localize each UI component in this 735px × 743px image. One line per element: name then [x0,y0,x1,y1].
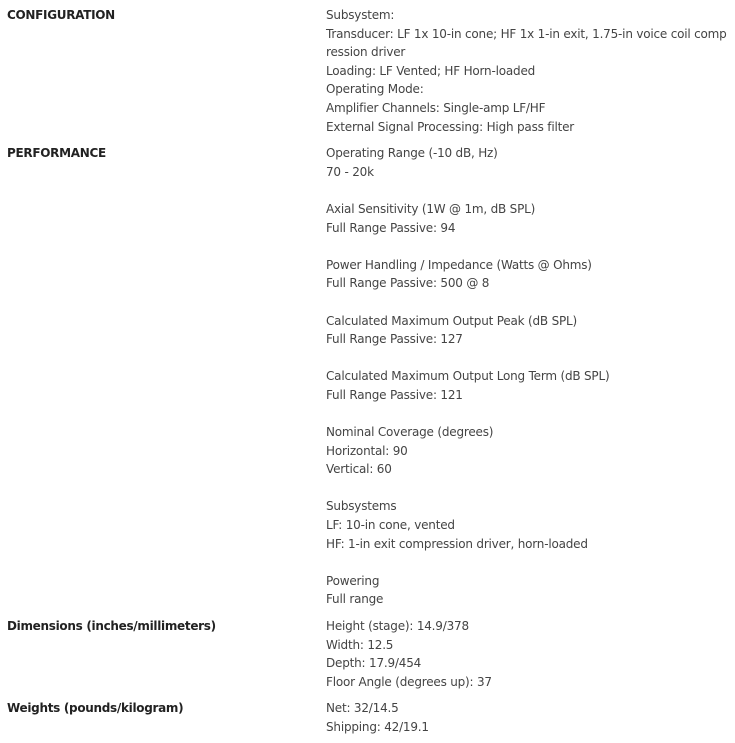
spec-line: Floor Angle (degrees up): 37 [326,674,492,689]
spec-line: External Signal Processing: High pass filter [326,119,575,134]
spec-line: Subsystems [326,499,397,514]
spec-row-weights [0,691,735,736]
spec-line: Shipping: 42/19.1 [326,719,429,734]
spec-line: Horizontal: 90 [326,443,408,458]
spec-line: Amplifier Channels: Single-amp LF/HF [326,100,546,115]
spec-label-performance: PERFORMANCE [7,146,106,161]
spec-line: Operating Range (-10 dB, Hz) [326,146,498,161]
spec-row-configuration [0,0,735,136]
spec-value-weights [326,699,735,736]
spec-line: Width: 12.5 [326,637,394,652]
spec-line: Loading: LF Vented; HF Horn-loaded [326,63,536,78]
spec-row-performance [0,136,735,609]
spec-label-dimensions: Dimensions (inches/millimeters) [7,619,216,633]
spec-line: Full Range Passive: 127 [326,332,463,347]
spec-line [326,181,729,200]
spec-value-performance [326,144,735,609]
spec-value-configuration [326,6,735,136]
spec-label-weights: Weights (pounds/kilogram) [7,701,184,716]
spec-line: Axial Sensitivity (1W @ 1m, dB SPL) [326,201,536,216]
spec-line: Transducer: LF 1x 10-in cone; HF 1x 1-in exit, 1.75-in voice coil compression driver [326,26,727,60]
spec-row-dimensions [0,609,735,691]
spec-line: Nominal Coverage (degrees) [326,425,494,440]
spec-line: Depth: 17.9/454 [326,656,422,671]
spec-line [326,553,729,572]
spec-line: Powering [326,573,380,588]
spec-line: Height (stage): 14.9/378 [326,619,469,633]
spec-line: Vertical: 60 [326,462,392,477]
spec-line: HF: 1-in exit compression driver, horn-loaded [326,536,588,551]
spec-line [326,237,729,256]
spec-line: LF: 10-in cone, vented [326,518,455,533]
spec-line: Calculated Maximum Output Peak (dB SPL) [326,313,577,328]
spec-line [326,293,729,312]
spec-line: Full Range Passive: 94 [326,220,456,235]
spec-line: Net: 32/14.5 [326,701,399,716]
spec-line: 70 - 20k [326,164,374,179]
spec-line: Subsystem: [326,8,395,22]
spec-line: Full Range Passive: 500 @ 8 [326,276,490,291]
spec-line [326,404,729,423]
spec-label-configuration: CONFIGURATION [7,8,115,22]
spec-line [326,479,729,498]
spec-line: Operating Mode: [326,82,424,97]
spec-value-dimensions [326,617,735,691]
spec-line: Power Handling / Impedance (Watts @ Ohms) [326,257,592,272]
spec-line [326,349,729,368]
spec-line: Calculated Maximum Output Long Term (dB SPL) [326,369,610,384]
spec-line: Full range [326,592,384,607]
spec-line: Full Range Passive: 121 [326,387,463,402]
